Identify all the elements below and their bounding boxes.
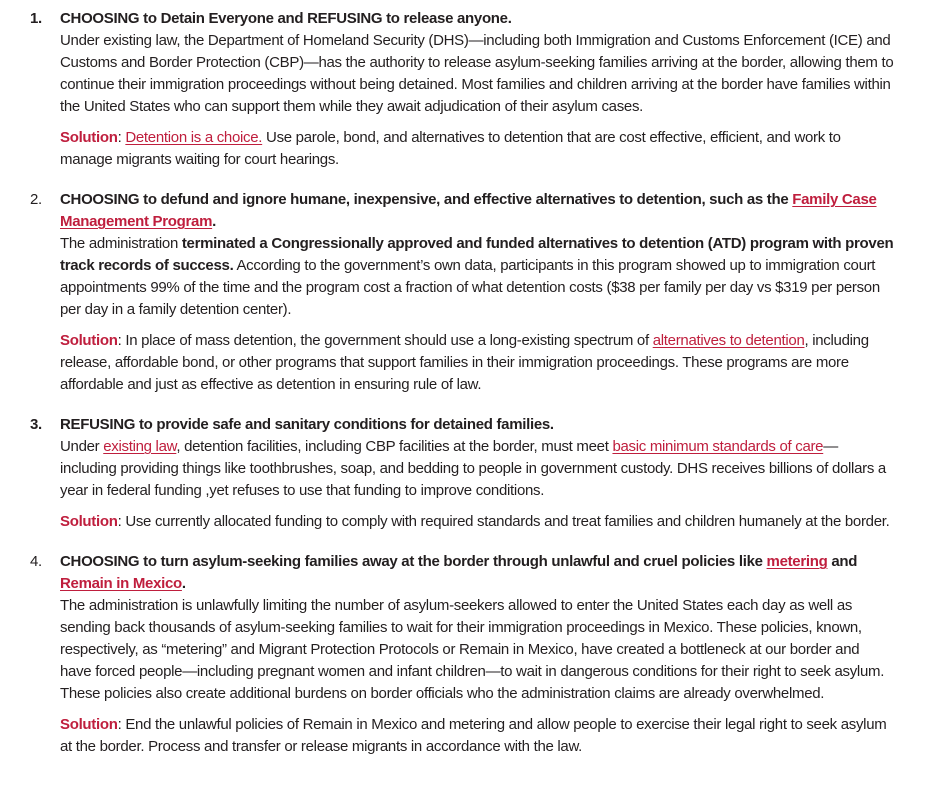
inline-link[interactable]: Family Case Management Program <box>60 191 877 230</box>
text-run: : Use currently allocated funding to comply with required standards and treat families and children humanely at the border. <box>117 513 890 530</box>
item-heading-and-body <box>60 551 894 705</box>
text-run: , detention facilities, including CBP facilities at the border, must meet <box>176 438 613 455</box>
inline-link[interactable]: Detention is a choice. <box>125 129 263 146</box>
text-run: : In place of mass detention, the government should use a long-existing spectrum of <box>117 332 653 349</box>
text-run: CHOOSING to defund and ignore humane, inexpensive, and effective alternatives to detention, such as the <box>60 191 793 208</box>
text-run: Use parole, bond, and alternatives to detention that are cost effective, efficient, and work to manage migrants waiting for court hearings. <box>60 129 841 168</box>
list-item <box>30 551 894 758</box>
solution-label: Solution <box>60 513 118 530</box>
solution-label: Solution <box>60 716 118 733</box>
item-number: 3. <box>30 416 42 433</box>
inline-link[interactable]: alternatives to detention <box>652 332 805 349</box>
text-run: : End the unlawful policies of Remain in Mexico and metering and allow people to exercise their legal right to seek asylum at the border. Process and transfer or release migrants in accordance with the law. <box>60 716 887 755</box>
list-item <box>30 414 894 533</box>
list-item <box>30 8 894 171</box>
item-solution <box>60 127 894 171</box>
inline-link[interactable]: metering <box>766 553 828 570</box>
text-run: . <box>181 575 186 592</box>
text-run: The administration <box>60 235 182 252</box>
text-run: CHOOSING to turn asylum-seeking families away at the border through unlawful and cruel policies like <box>60 553 767 570</box>
item-number: 2. <box>30 191 42 208</box>
item-solution <box>60 511 894 533</box>
item-heading-and-body <box>60 414 894 502</box>
item-content <box>60 8 894 171</box>
inline-link[interactable]: basic minimum standards of care <box>612 438 824 455</box>
inline-link[interactable]: Remain in Mexico <box>60 575 182 592</box>
item-solution <box>60 330 894 396</box>
list-item <box>30 189 894 396</box>
text-run: : <box>117 129 126 146</box>
item-solution <box>60 714 894 758</box>
text-run: Under existing law, the Department of Homeland Security (DHS)—including both Immigration and Customs Enforcement (ICE) and Customs and Border Protection (CBP)—has the authority to release asylum-seeking families arriving at the border, allowing them to continue their immigration proceedings without being detained. Most families and children arriving at the border have families within the United States who can support them while they await adjudication of their asylum cases. <box>60 32 894 115</box>
text-run: terminated a Congressionally approved and funded alternatives to detention (ATD) program with proven track records of success. <box>60 235 894 274</box>
text-run: The administration is unlawfully limiting the number of asylum-seekers allowed to enter the United States each day as well as sending back thousands of asylum-seeking families to wait for their immigration proceedings in Mexico. These policies, known, respectively, as “metering” and Migrant Protection Protocols or Remain in Mexico, have created a bottleneck at our border and have forced people—including pregnant women and infant children—to wait in dangerous conditions for their right to seek asylum. These policies also create additional burdens on border officials who the administration claims are already overwhelmed. <box>60 597 885 702</box>
text-run: REFUSING to provide safe and sanitary conditions for detained families. <box>60 416 554 433</box>
text-run: —including providing things like toothbrushes, soap, and bedding to people in government custody. DHS receives billions of dollars a year in federal funding ,yet refuses to use that funding to improve conditions. <box>60 438 886 499</box>
item-heading-and-body <box>60 8 894 118</box>
solution-label: Solution <box>60 129 118 146</box>
item-content <box>60 189 894 396</box>
text-run: . <box>212 213 217 230</box>
item-heading-and-body <box>60 189 894 321</box>
text-run: According to the government’s own data, participants in this program showed up to immigration court appointments 99% of the time and the program cost a fraction of what detention costs ($38 per family per day vs $319 per person per day in a family detention center). <box>60 257 880 318</box>
item-number: 4. <box>30 553 42 570</box>
text-run: Under <box>60 438 104 455</box>
text-run: CHOOSING to Detain Everyone and REFUSING to release anyone. <box>60 10 512 27</box>
numbered-list <box>30 8 894 758</box>
item-number: 1. <box>30 10 42 27</box>
inline-link[interactable]: existing law <box>103 438 177 455</box>
item-content <box>60 414 894 533</box>
text-run: , including release, affordable bond, or other programs that support families in their immigration proceedings. These programs are more affordable and just as effective as detention in ensuring rule of law. <box>60 332 869 393</box>
item-content <box>60 551 894 758</box>
text-run: and <box>827 553 858 570</box>
solution-label: Solution <box>60 332 118 349</box>
